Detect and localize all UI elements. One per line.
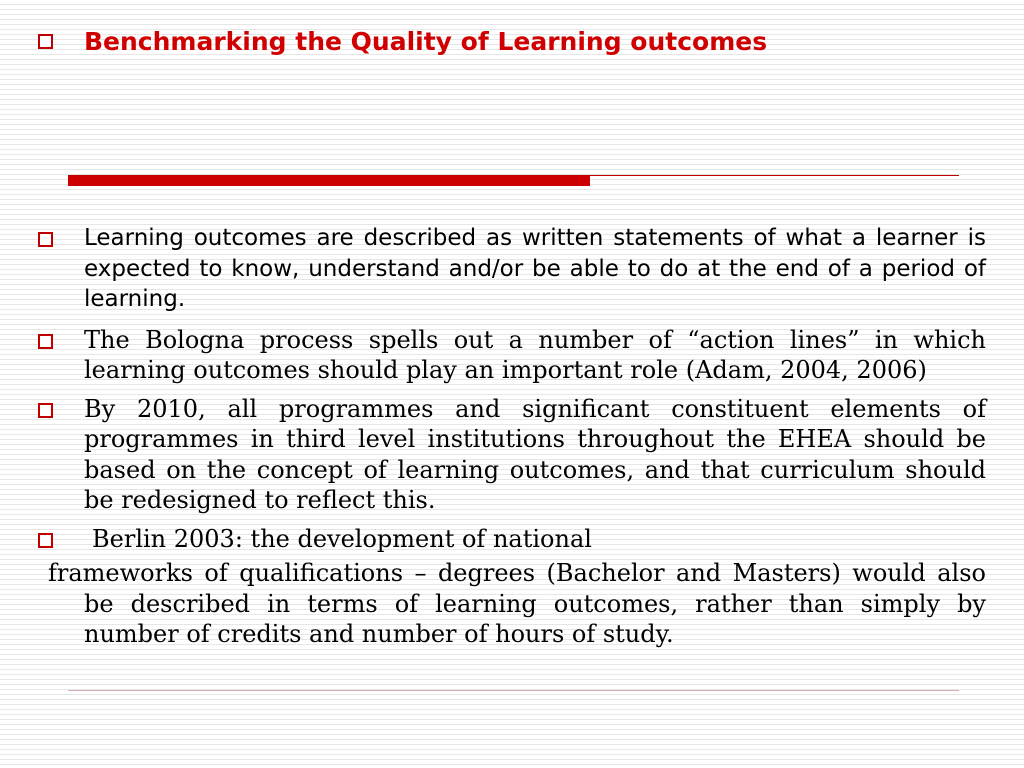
- title-underline-thick: [68, 176, 590, 186]
- bullet-item: [32, 325, 986, 386]
- title-row: [32, 24, 992, 64]
- bullet-text: Learning outcomes are described as written statements of what a learner is expected to know, understand and/or be able to do at the end of a period of learning.: [84, 225, 986, 312]
- bullet-text: By 2010, all programmes and significant constituent elements of programmes in third level institutions throughout the EHEA should be based on the concept of learning outcomes, and that curriculum should be redesigned to reflect this.: [84, 394, 986, 514]
- bullet-text: Berlin 2003: the development of national: [92, 524, 592, 553]
- bullet-text: The Bologna process spells out a number of “action lines” in which learning outcomes should play an important role (Adam, 2004, 2006): [84, 325, 986, 384]
- bullet-item: [32, 223, 986, 315]
- bullet-item: [32, 524, 986, 555]
- slide-title: Benchmarking the Quality of Learning outcomes: [84, 27, 768, 56]
- slide-body: [32, 223, 986, 650]
- bottom-divider: [68, 690, 959, 691]
- bullet-item: [32, 394, 986, 516]
- hollow-square-icon: [38, 232, 53, 247]
- hollow-square-icon: [38, 403, 53, 418]
- hollow-square-icon: [38, 533, 53, 548]
- hollow-square-icon: [38, 34, 53, 49]
- hollow-square-icon: [38, 334, 53, 349]
- bullet-continuation: frameworks of qualifications – degrees (Bachelor and Masters) would also be described in terms of learning outcomes, rather than simply by number of credits and number of hours of study.: [48, 559, 986, 648]
